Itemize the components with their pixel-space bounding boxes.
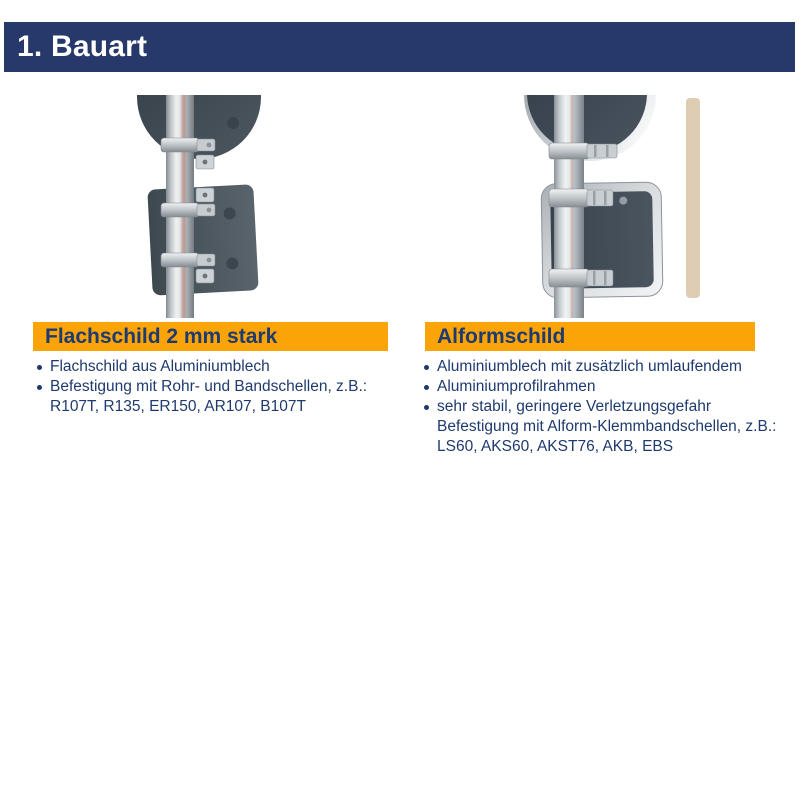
alform-sign-illustration bbox=[520, 95, 700, 318]
list-item-continuation bbox=[423, 437, 793, 457]
alform-sign-photo bbox=[520, 95, 700, 318]
list-item bbox=[36, 377, 406, 397]
list-item-text: Flachschild aus Aluminiumblech bbox=[50, 358, 270, 375]
list-item-text: Aluminiumprofilrahmen bbox=[437, 378, 596, 395]
list-item bbox=[423, 377, 793, 397]
list-item-text: LS60, AKS60, AKST76, AKB, EBS bbox=[437, 438, 674, 455]
list-item-text: Befestigung mit Alform-Klemmbandschellen, z.B.: bbox=[437, 418, 777, 435]
bullet-dot bbox=[424, 405, 429, 410]
list-item-continuation bbox=[423, 417, 793, 437]
list-item-text: Befestigung mit Rohr- und Bandschellen, z.B.: bbox=[50, 378, 368, 395]
flachschild-feature-list bbox=[36, 357, 406, 417]
list-item-text: sehr stabil, geringere Verletzungsgefahr bbox=[437, 398, 711, 415]
list-item-text: R107T, R135, ER150, AR107, B107T bbox=[50, 398, 306, 415]
list-item-text: Aluminiumblech mit zusätzlich umlaufendem bbox=[437, 358, 742, 375]
list-item bbox=[423, 357, 793, 377]
flat-sign-illustration bbox=[135, 95, 300, 318]
bullet-dot bbox=[424, 385, 429, 390]
page-title: 1. Bauart bbox=[17, 30, 148, 63]
flat-sign-photo bbox=[135, 95, 300, 318]
bullet-dot bbox=[37, 385, 42, 390]
header-bar bbox=[4, 22, 795, 72]
photo-background-strip bbox=[686, 98, 700, 298]
section-heading-alformschild: Alformschild bbox=[437, 324, 566, 348]
section-bar-alformschild bbox=[425, 322, 755, 351]
list-item bbox=[36, 357, 406, 377]
section-bar-flachschild bbox=[33, 322, 388, 351]
bullet-dot bbox=[424, 365, 429, 370]
section-heading-flachschild: Flachschild 2 mm stark bbox=[45, 324, 278, 348]
list-item-continuation bbox=[36, 397, 406, 417]
alformschild-feature-list bbox=[423, 357, 793, 457]
list-item bbox=[423, 397, 793, 417]
bullet-dot bbox=[37, 365, 42, 370]
